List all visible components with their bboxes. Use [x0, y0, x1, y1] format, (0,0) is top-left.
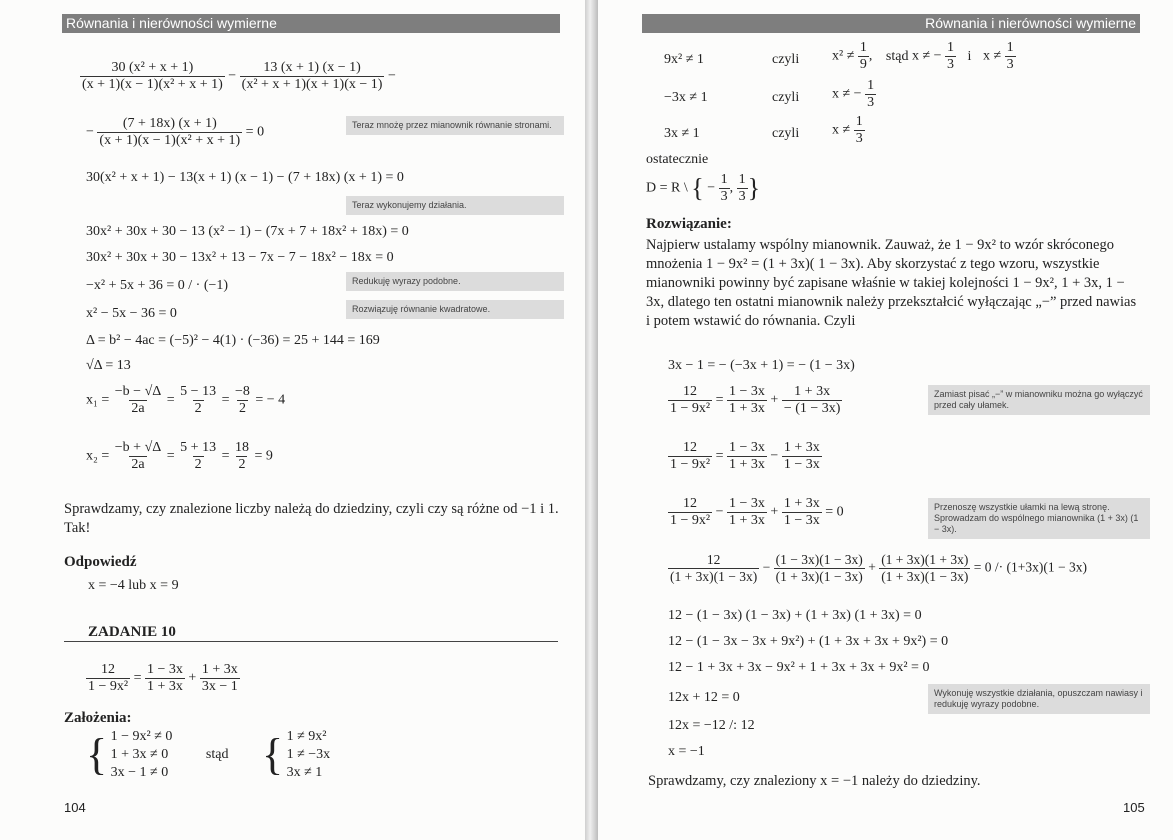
condition: 1 − 9x² ≠ 0: [110, 729, 173, 744]
numerator: 1: [867, 78, 875, 93]
denominator: (1 + 3x)(1 − 3x): [670, 569, 758, 584]
margin-note: Wykonuję wszystkie działania, opuszczam nawiasy i redukuję wyrazy podobne.: [928, 684, 1150, 714]
condition-result: x² ≠ $\frac{1}{9}$ , stąd x ≠ − $\frac{1}{3}$ i x ≠ $\frac{1}{3}$: [832, 40, 1014, 72]
fraction: [668, 552, 759, 585]
fraction: [97, 116, 242, 149]
numerator: 1 + 3x: [794, 384, 831, 399]
answer-heading: Odpowiedź: [64, 554, 137, 570]
chapter-header: Równania i nierówności wymierne: [62, 14, 560, 33]
numerator: 30 (x² + x + 1): [111, 60, 194, 75]
condition: 1 + 3x ≠ 0: [110, 747, 169, 762]
denominator: 2a: [131, 457, 145, 472]
equation-line: x² − 5x − 36 = 0: [86, 306, 177, 321]
equation-line: 12 − (1 − 3x − 3x + 9x²) + (1 + 3x + 3x + 9x²) = 0: [668, 634, 949, 649]
final-check: Sprawdzamy, czy znaleziony x = −1 należy do dziedziny.: [648, 773, 981, 789]
numerator: 1 − 3x: [729, 496, 765, 511]
numerator: 12: [683, 496, 698, 511]
operator: −: [86, 124, 94, 140]
i-label: i: [967, 48, 972, 64]
fraction: [858, 40, 869, 73]
stad-label: stąd: [205, 747, 229, 763]
right-page: [598, 0, 1173, 840]
brace: {: [86, 730, 108, 779]
numerator: 1 − 3x: [729, 440, 765, 455]
condition: 1 ≠ 9x²: [286, 729, 327, 744]
margin-note: Teraz wykonujemy działania.: [346, 196, 564, 215]
denominator: 2: [238, 401, 246, 416]
system-left: [111, 728, 173, 782]
denominator: 2: [238, 457, 246, 472]
condition-left: −3x ≠ 1: [664, 90, 708, 105]
system-right: [287, 728, 331, 782]
equation-line: x = −1: [668, 744, 705, 759]
numerator: 1: [738, 172, 746, 187]
fraction: [782, 440, 822, 473]
denominator: 1 − 3x: [783, 513, 820, 528]
assumptions-system: [86, 728, 330, 782]
equation-line: 30x² + 30x + 30 − 13x² + 13 − 7x − 7 − 18x² − 18x = 0: [86, 250, 394, 265]
answer-line: x = −4 lub x = 9: [88, 578, 179, 593]
numerator: −b + √Δ: [114, 440, 162, 455]
condition: 3x ≠ 1: [286, 765, 323, 780]
numerator: 1 + 3x: [783, 496, 820, 511]
numerator: 1: [1006, 40, 1014, 55]
equation-line: $\frac{12}{\text{1 − 9x²}}$ − $\frac{1 - 3x}{1 + 3x}$ + $\frac{1 + 3x}{1 - 3x}$ = 0: [670, 496, 844, 528]
fraction: [233, 440, 251, 473]
chapter-header: Równania i nierówności wymierne: [642, 14, 1140, 33]
numerator: (7 + 18x) (x + 1): [122, 116, 217, 131]
condition-left: 9x² ≠ 1: [664, 52, 704, 67]
equation-line: Δ = b² − 4ac = (−5)² − 4(1) · (−36) = 25 + 144 = 169: [86, 333, 380, 348]
equation-line: 3x − 1 = − (−3x + 1) = − (1 − 3x): [668, 358, 855, 373]
book-gutter: [585, 0, 598, 840]
fraction: [854, 114, 865, 147]
margin-note: Teraz mnożę przez mianownik równanie stronami.: [346, 116, 564, 135]
fraction: [782, 496, 822, 529]
denominator: 1 − 9x²: [670, 513, 711, 528]
equation-line: −x² + 5x + 36 = 0 / · (−1): [86, 278, 229, 293]
domain-label: D = R \: [646, 180, 688, 196]
denominator: 3x − 1: [201, 679, 238, 694]
equation-line: 30(x² + x + 1) − 13(x + 1) (x − 1) − (7 + 18x) (x + 1) = 0: [86, 170, 404, 185]
operator: = 0 /· (1+3x)(1 − 3x): [973, 559, 1087, 575]
denominator: 3: [867, 95, 875, 110]
equation-line: x₁ = $\frac{-b - √\Delta}{2a}$ = $\frac{5 - 13}{2}$ = $\frac{-8}{2}$ = − 4: [86, 384, 286, 416]
denominator: (1 + 3x)(1 − 3x): [775, 569, 863, 584]
numerator: (1 + 3x)(1 + 3x): [881, 552, 969, 567]
denominator: 3: [947, 57, 955, 72]
fraction: [945, 40, 956, 73]
denominator: 1 + 3x: [729, 513, 765, 528]
denominator: 3: [738, 189, 746, 204]
equation-line: [86, 116, 264, 149]
operator: = 0: [825, 504, 844, 520]
page-number: 105: [1123, 800, 1145, 815]
fraction: [178, 384, 218, 417]
denominator: 2a: [131, 401, 145, 416]
fraction: [80, 60, 225, 93]
result: = 9: [254, 448, 273, 464]
fraction: [865, 78, 876, 111]
denominator: (x + 1)(x − 1)(x² + x + 1): [99, 133, 241, 148]
fraction: [233, 384, 252, 417]
fraction: [727, 440, 767, 473]
numerator: 5 − 13: [180, 384, 217, 399]
equation-line: 12x + 12 = 0: [668, 690, 740, 705]
denominator: (x + 1)(x − 1)(x² + x + 1): [82, 77, 223, 92]
denominator: (x² + x + 1)(x + 1)(x − 1): [241, 77, 383, 92]
equation-line: 12x = −12 /: 12: [668, 718, 755, 733]
fraction: [668, 496, 712, 529]
fraction: [737, 172, 748, 205]
fraction: [113, 440, 163, 473]
fraction: [782, 384, 843, 417]
numerator: 12: [101, 662, 116, 677]
equation-line: √Δ = 13: [86, 358, 131, 373]
denominator: 2: [194, 401, 202, 416]
denominator: 1 + 3x: [729, 457, 765, 472]
check-paragraph: Sprawdzamy, czy znalezione liczby należą do dziedziny, czyli czy są różne od −1 i 1. Tak!: [64, 501, 559, 536]
assumptions-heading: Założenia:: [64, 710, 132, 726]
numerator: 5 + 13: [180, 440, 217, 455]
task-equation: $\frac{12}{\text{1 − 9x²}}$ = $\frac{1 - 3x}{1 + 3x}$ + $\frac{1 + 3x}{3x - 1}$: [88, 662, 238, 694]
brace: {: [261, 730, 284, 779]
numerator: 1: [947, 40, 955, 55]
fraction: [727, 384, 767, 417]
equation-line: 30x² + 30x + 30 − 13 (x² − 1) − (7x + 7 + 18x² + 18x) = 0: [86, 224, 409, 239]
fraction: [145, 662, 185, 695]
fraction: [668, 384, 712, 417]
numerator: 18: [234, 440, 249, 455]
denominator: 9: [859, 57, 867, 72]
page-number: 104: [64, 800, 86, 815]
denominator: 1 − 9x²: [670, 401, 711, 416]
task-heading: ZADANIE 10: [88, 624, 176, 640]
ostatecznie-label: ostatecznie: [646, 152, 709, 167]
czyli-label: czyli: [772, 52, 800, 67]
margin-note: Redukuję wyrazy podobne.: [346, 272, 564, 291]
numerator: (1 − 3x)(1 − 3x): [775, 552, 863, 567]
numerator: 1 + 3x: [201, 662, 238, 677]
label: x₂ =: [86, 448, 110, 464]
denominator: − (1 − 3x): [783, 401, 841, 416]
stad-label: stąd: [885, 48, 909, 64]
fraction: [727, 496, 767, 529]
solution-heading: Rozwiązanie:: [646, 216, 732, 232]
fraction: [879, 552, 970, 585]
equation-line: [80, 60, 396, 93]
equation-line: x₂ = $\frac{-b + √\Delta}{2a}$ = $\frac{5 + 13}{2}$ = $\frac{18}{2}$ = 9: [86, 440, 273, 472]
fraction: [178, 440, 218, 473]
result: = − 4: [255, 392, 286, 408]
margin-note: Zamiast pisać „−” w mianowniku można go wyłączyć przed cały ułamek.: [928, 385, 1150, 415]
equation-line: $\frac{12}{\text{1 − 9x²}}$ = $\frac{1 - 3x}{1 + 3x}$ + $\frac{1 + 3x}{- (1 - 3x)}$: [670, 384, 841, 416]
numerator: 13 (x + 1) (x − 1): [263, 60, 361, 75]
condition: 3x − 1 ≠ 0: [110, 765, 169, 780]
solution-paragraph: Najpierw ustalamy wspólny mianownik. Zauważ, że 1 − 9x² to wzór skróconego mnożenia 1 − 9x² = (1 + 3x)( 1 − 3x). Aby skorzystać z tego wzoru, wszystkie mianowniki powinny być zapisane właśnie w takiej kolejności 1 − 9x², 1 + 3x, 1 − 3x, dlatego ten ostatni mianownik należy przekształcić wyłączając „−” przed nawias i potem wstawić do równania. Czyli: [646, 237, 1137, 329]
divider: [64, 641, 558, 642]
margin-note: Przenoszę wszystkie ułamki na lewą stronę. Sprowadzam do wspólnego mianownika (1 + 3x) (1 − 3x).: [928, 498, 1150, 539]
condition-left: 3x ≠ 1: [664, 126, 700, 141]
denominator: 1 − 9x²: [88, 679, 129, 694]
fraction: [1005, 40, 1016, 73]
numerator: 12: [683, 384, 698, 399]
denominator: 1 − 9x²: [670, 457, 711, 472]
numerator: 1: [859, 40, 867, 55]
margin-note: Rozwiązuję równanie kwadratowe.: [346, 300, 564, 319]
operator: −: [228, 68, 237, 84]
numerator: −8: [234, 384, 250, 399]
equation-line: 12 − (1 − 3x) (1 − 3x) + (1 + 3x) (1 + 3x) = 0: [668, 608, 922, 623]
fraction: [86, 662, 130, 695]
denominator: 3: [1006, 57, 1014, 72]
czyli-label: czyli: [772, 126, 800, 141]
condition: 1 ≠ −3x: [286, 747, 331, 762]
denominator: 2: [194, 457, 202, 472]
numerator: 1 − 3x: [729, 384, 765, 399]
denominator: 3: [855, 131, 863, 146]
equation-line: $\frac{12}{(1 + 3x)(1 - 3x)}$ − $\frac{(1 - 3x)(1 - 3x)}{(1 + 3x)(1 - 3x)}$ + $\frac{(1 + 3x)(1 + 3x)}{(1 + 3x)(1 - 3x)}$ = 0 /· (1+3x)(1 − 3x): [670, 552, 1087, 584]
operator: = 0: [245, 124, 265, 140]
fraction: [113, 384, 163, 417]
fraction: [668, 440, 712, 473]
fraction: [774, 552, 865, 585]
condition-result: x ≠ − $\frac{1}{3}$: [832, 78, 875, 110]
denominator: 1 + 3x: [147, 679, 183, 694]
label: x₁ =: [86, 392, 110, 408]
czyli-label: czyli: [772, 90, 800, 105]
numerator: 12: [706, 552, 721, 567]
fraction: [719, 172, 730, 205]
fraction: [200, 662, 240, 695]
numerator: −b − √Δ: [114, 384, 162, 399]
domain-line: D = R \ { − $\frac{1}{3}$ , $\frac{1}{3}$ }: [646, 172, 761, 204]
condition-result: x ≠ $\frac{1}{3}$: [832, 114, 863, 146]
denominator: 1 − 3x: [783, 457, 820, 472]
numerator: 1: [855, 114, 863, 129]
denominator: 1 + 3x: [729, 401, 765, 416]
denominator: (1 + 3x)(1 − 3x): [881, 569, 969, 584]
fraction: [240, 60, 385, 93]
denominator: 3: [720, 189, 728, 204]
equation-line: 12 − 1 + 3x + 3x − 9x² + 1 + 3x + 3x + 9x² = 0: [668, 660, 930, 675]
numerator: 12: [683, 440, 698, 455]
numerator: 1: [720, 172, 728, 187]
left-page: [0, 0, 585, 840]
numerator: 1 + 3x: [783, 440, 820, 455]
equation-line: $\frac{12}{\text{1 − 9x²}}$ = $\frac{1 - 3x}{1 + 3x}$ − $\frac{1 + 3x}{1 - 3x}$: [670, 440, 820, 472]
operator: −: [387, 68, 396, 84]
numerator: 1 − 3x: [147, 662, 183, 677]
